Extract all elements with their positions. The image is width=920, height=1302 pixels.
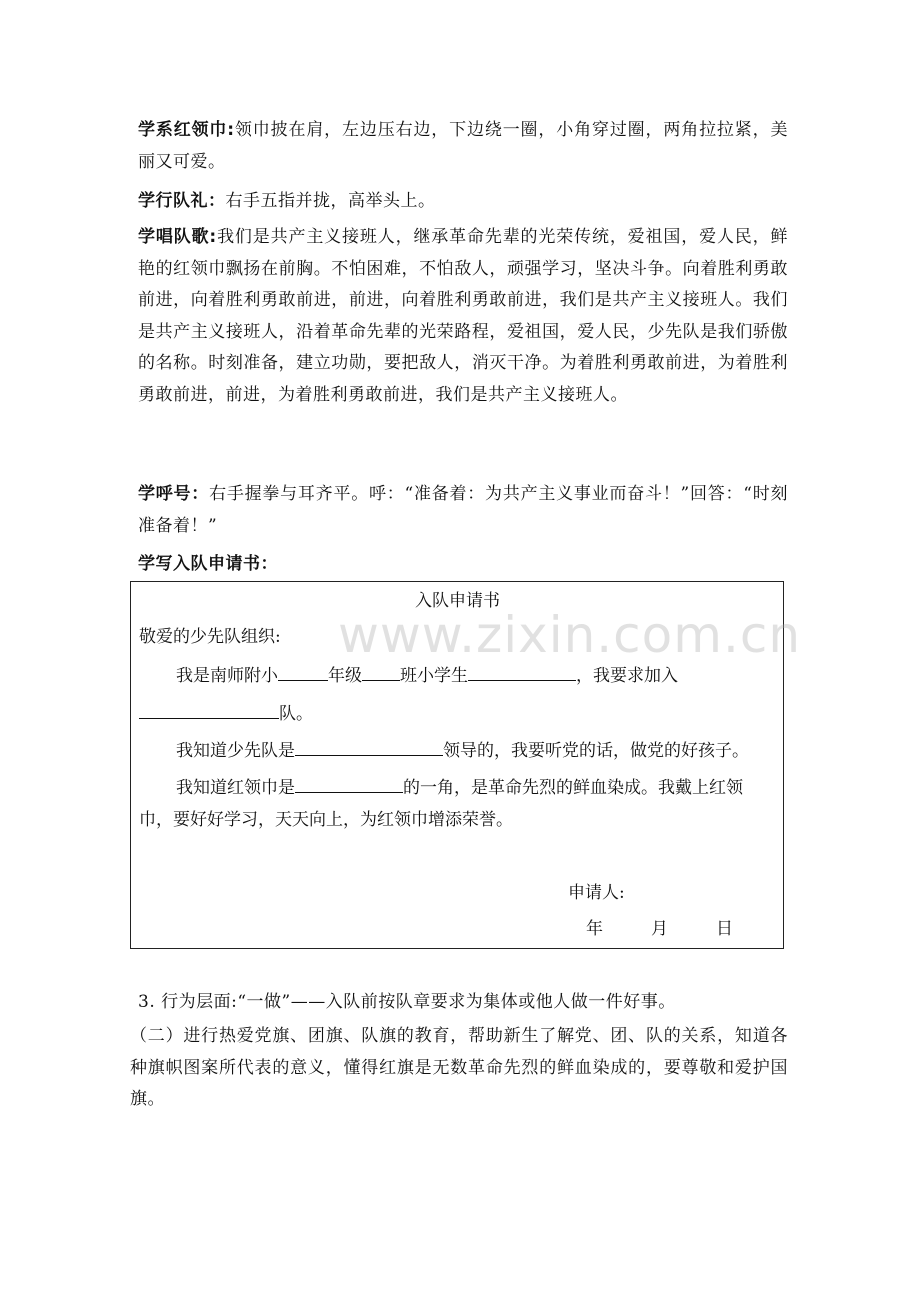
paragraph-label: 学写入队申请书： — [138, 554, 278, 574]
form-line-closing: 巾，要好好学习，天天向上，为红领巾增添荣誉。 — [139, 810, 513, 830]
form-salutation: 敬爱的少先队组织: — [139, 627, 281, 647]
paragraph-text: 右手握拳与耳齐平。呼：“准备着：为共产主义事业而奋斗！”回答：“时刻准备着！” — [138, 484, 788, 536]
form-text: 我知道红领巾是 — [176, 778, 295, 798]
paragraph-label: 学行队礼： — [138, 191, 226, 211]
form-text: ，我要求加入 — [576, 666, 678, 686]
form-month: 月 — [651, 919, 668, 939]
neckerchief-blank[interactable] — [295, 774, 403, 793]
paragraph-text: 我们是共产主义接班人，继承革命先辈的光荣传统，爱祖国，爱人民，鲜艳的红领巾飘扬在前胸。不怕困难，不怕敌人，顽强学习，坚决斗争。向着胜利勇敢前进，向着胜利勇敢前进，前进，向着胜利勇敢前进，我们是共产主义接班人。我们是共产主义接班人，沿着革命先辈的光荣路程，爱祖国，爱人民，少先队是我们骄傲的名称。时刻准备，建立功勋，要把敌人，消灭干净。为着胜利勇敢前进，为着胜利勇敢前进，前进，为着胜利勇敢前进，我们是共产主义接班人。 — [138, 227, 788, 405]
form-text: 领导的，我要听党的话，做党的好孩子。 — [443, 741, 749, 761]
student-name-blank[interactable] — [468, 662, 576, 681]
form-line-team — [139, 700, 313, 726]
paragraph-neckerchief — [138, 115, 788, 178]
party-blank[interactable] — [295, 737, 443, 756]
form-year: 年 — [586, 919, 603, 939]
grade-blank[interactable] — [278, 662, 328, 681]
form-text: 的一角，是革命先烈的鲜血染成。我戴上红领 — [403, 778, 743, 798]
form-title: 入队申请书 — [415, 591, 500, 611]
form-text: 我是南师附小 — [176, 666, 278, 686]
paragraph-slogan — [138, 479, 788, 542]
paragraph-anthem — [138, 222, 788, 411]
class-blank[interactable] — [362, 662, 400, 681]
paragraph-label: 学呼号： — [138, 484, 210, 504]
section-two-paragraph: （二）进行热爱党旗、团旗、队旗的教育，帮助新生了解党、团、队的关系，知道各种旗帜图案所代表的意义，懂得红旗是无数革命先烈的鲜血染成的，要尊敬和爱护国旗。 — [130, 1026, 788, 1109]
form-text: 我知道少先队是 — [176, 741, 295, 761]
paragraph-application-heading — [138, 549, 788, 581]
form-text: 年级 — [328, 666, 362, 686]
form-applicant: 申请人: — [568, 883, 625, 903]
form-text: 班小学生 — [400, 666, 468, 686]
paragraph-text: 右手五指并拢，高举头上。 — [225, 191, 436, 211]
paragraph-text: 领巾披在肩，左边压右边，下边绕一圈，小角穿过圈，两角拉拉紧，美丽又可爱。 — [138, 120, 788, 172]
team-blank[interactable] — [139, 700, 279, 719]
form-line-neckerchief — [176, 774, 743, 800]
form-line-grade-class — [176, 662, 678, 688]
watermark: www.zixin.com.cn — [338, 606, 802, 664]
section-3-paragraph: 3. 行为层面:“一做”——入队前按队章要求为集体或他人做一件好事。 — [138, 992, 676, 1012]
form-day: 日 — [716, 919, 733, 939]
form-text: 队。 — [279, 704, 313, 724]
paragraph-label: 学唱队歌: — [138, 227, 217, 247]
form-line-party — [176, 737, 749, 763]
paragraph-label: 学系红领巾: — [138, 120, 235, 140]
paragraph-salute — [138, 186, 788, 218]
